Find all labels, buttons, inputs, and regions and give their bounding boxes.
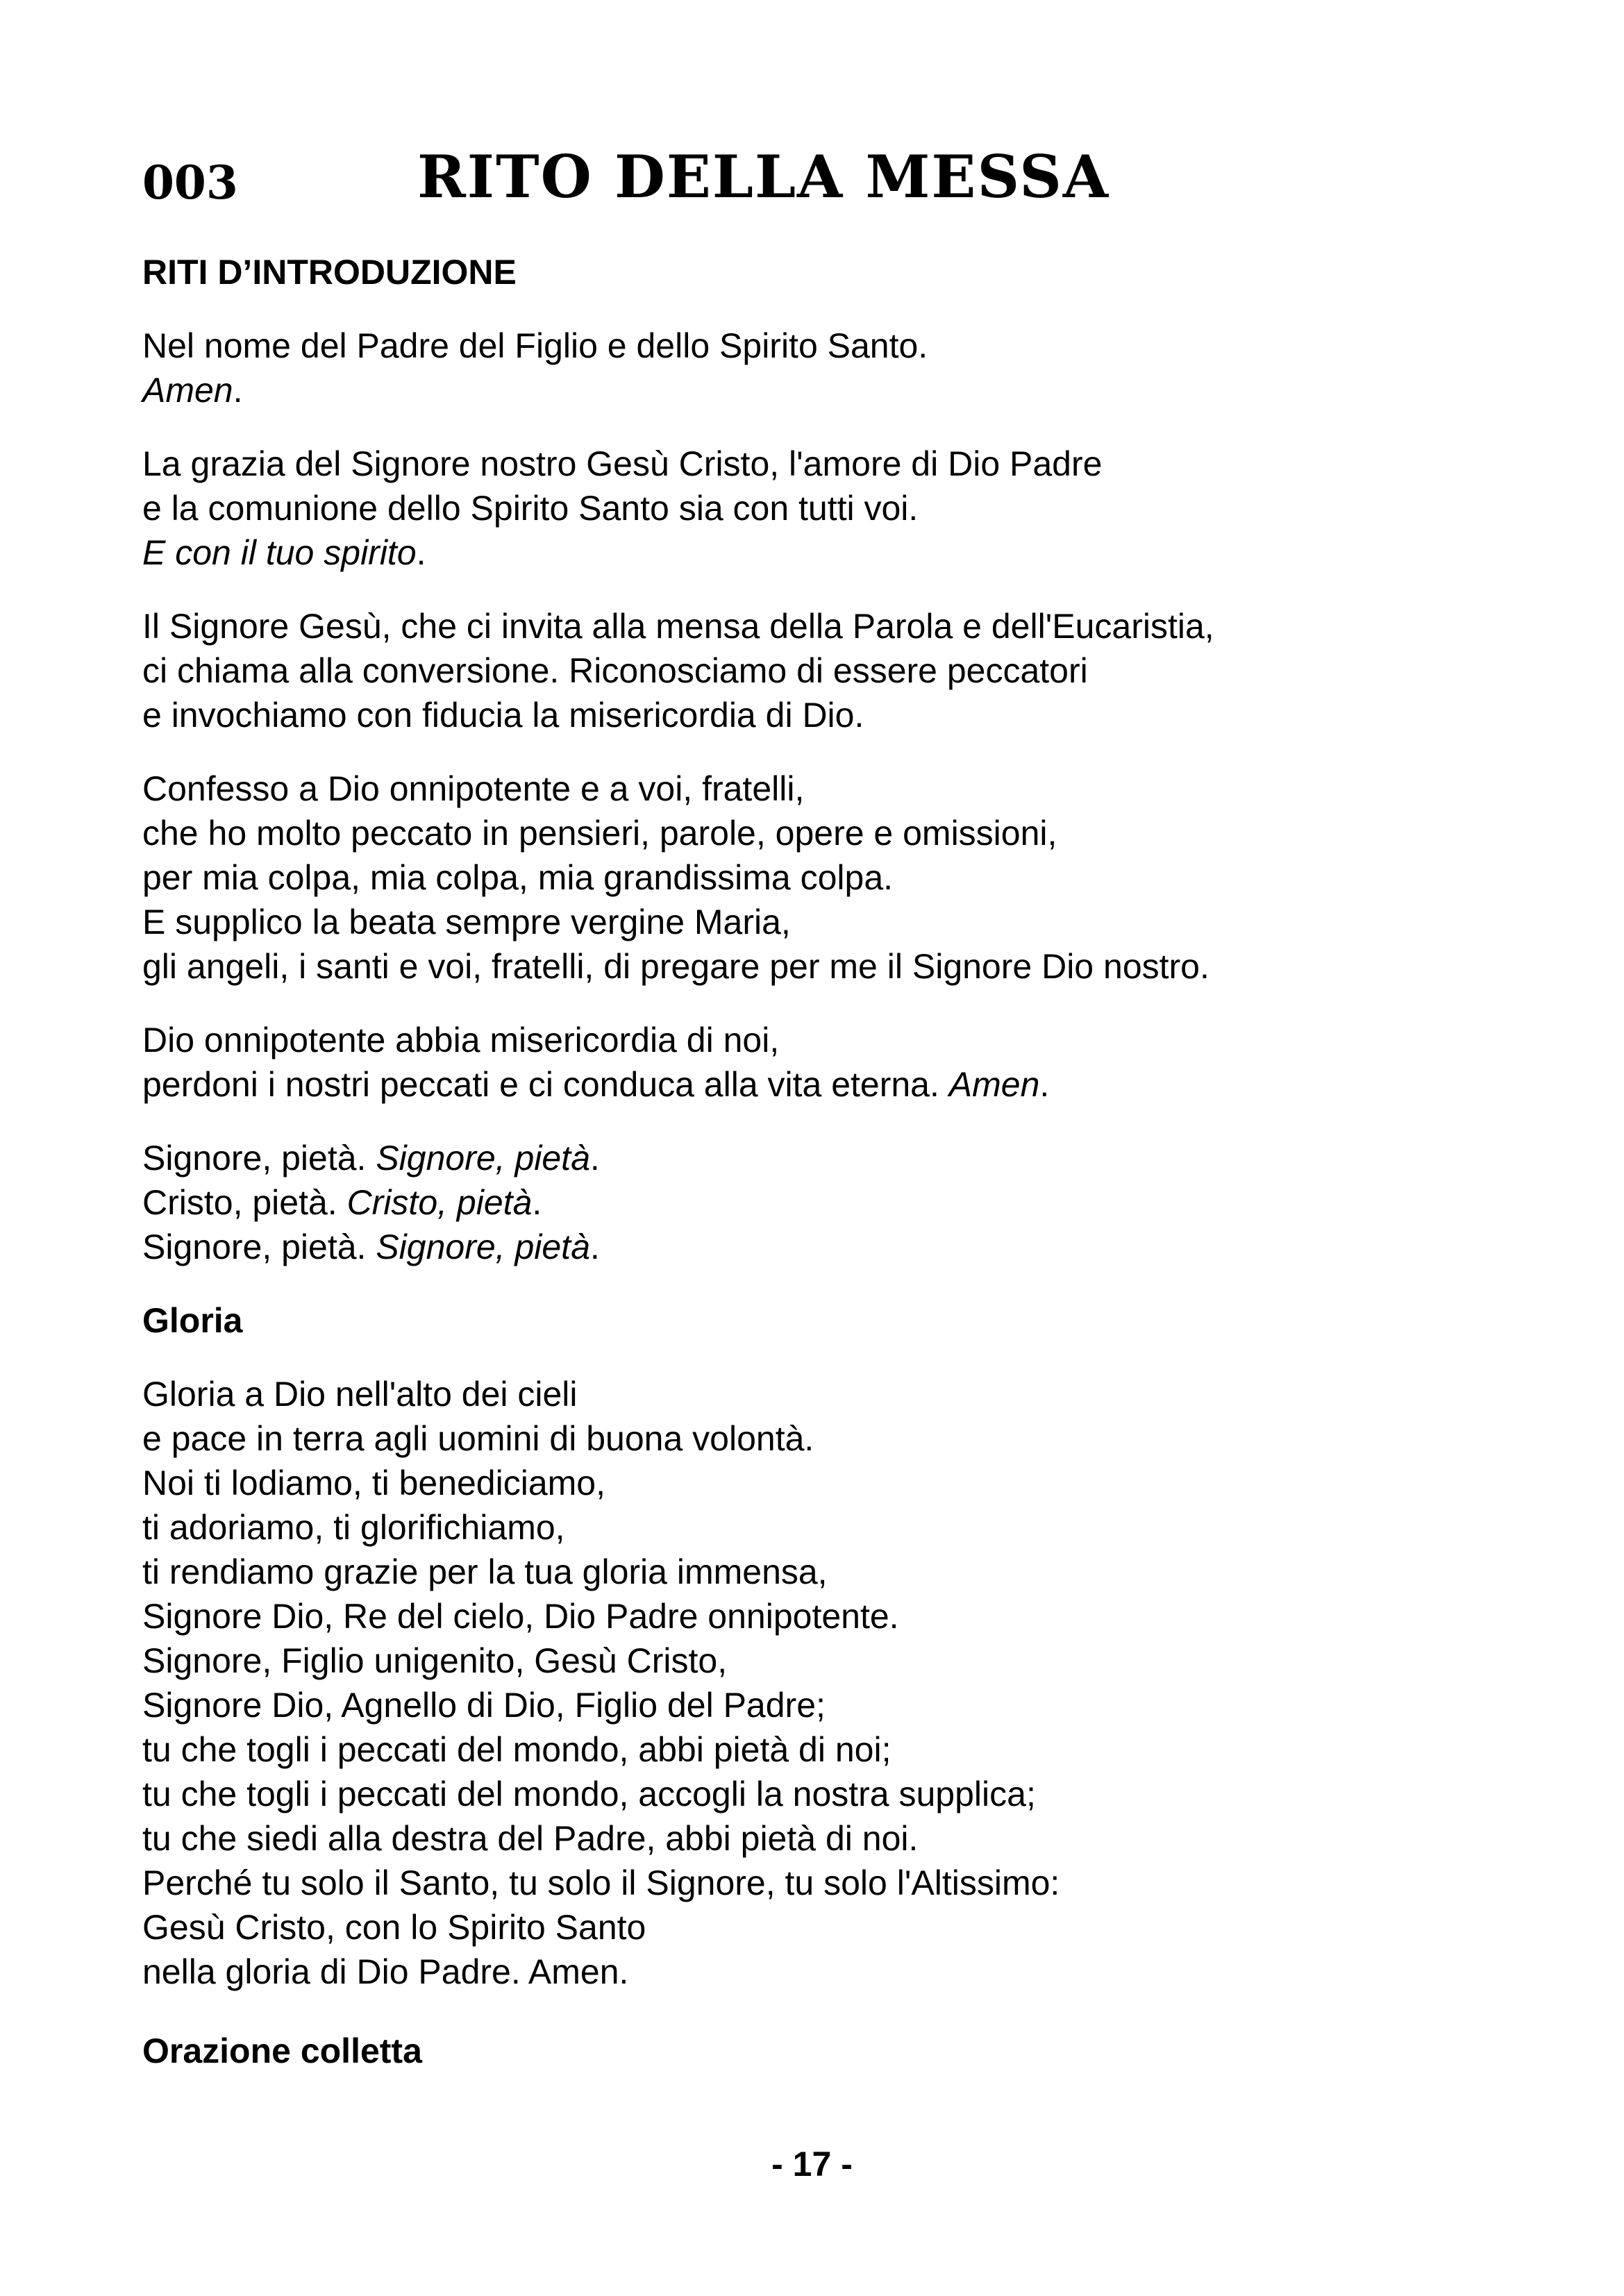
text-segment: perdoni i nostri peccati e ci conduca alla vita eterna. [142,1065,949,1104]
text-line: Confesso a Dio onnipotente e a voi, fratelli, [142,769,805,808]
section-heading-collect: Orazione colletta [142,2031,422,2070]
gloria-line: Perché tu solo il Santo, tu solo il Signore, tu solo l'Altissimo: [142,1863,1060,1902]
text-line: E supplico la beata sempre vergine Maria, [142,903,791,941]
gloria-line: nella gloria di Dio Padre. Amen. [142,1952,629,1991]
gloria-line: Signore Dio, Agnello di Dio, Figlio del Padre; [142,1686,826,1725]
call-text: Signore, pietà. [142,1139,376,1178]
punctuation: . [532,1183,542,1222]
gloria-line: Signore, Figlio unigenito, Gesù Cristo, [142,1641,728,1680]
punctuation: . [233,371,243,410]
main-content [142,250,1517,2102]
gloria-paragraph [142,1372,1517,1994]
section-heading-gloria: Gloria [142,1301,243,1340]
text-line: gli angeli, i santi e voi, fratelli, di pregare per me il Signore Dio nostro. [142,947,1209,986]
text-line: per mia colpa, mia colpa, mia grandissima colpa. [142,858,894,897]
greeting-paragraph [142,442,1517,575]
gloria-line: ti adoriamo, ti glorifichiamo, [142,1508,565,1547]
hymn-number: 003 [142,156,238,210]
response-text: Amen [142,371,233,410]
response-text: Amen [948,1065,1040,1104]
gloria-line: tu che siedi alla destra del Padre, abbi pietà di noi. [142,1819,919,1858]
invitation-paragraph [142,604,1517,737]
text-line: e invochiamo con fiducia la misericordia di Dio. [142,696,864,735]
punctuation: . [1039,1065,1050,1104]
response-text: Signore, pietà [376,1139,590,1178]
sign-of-cross-paragraph [142,324,1517,412]
text-line-with-response [142,1062,1517,1107]
page-title: RITO DELLA MESSA [417,142,1110,211]
gloria-line: Signore Dio, Re del cielo, Dio Padre onnipotente. [142,1597,899,1636]
gloria-line: tu che togli i peccati del mondo, abbi pietà di noi; [142,1730,891,1769]
text-line: e la comunione dello Spirito Santo sia con tutti voi. [142,489,919,528]
kyrie-line [142,1180,1517,1225]
response-text: E con il tuo spirito [142,533,417,572]
text-line: che ho molto peccato in pensieri, parole, opere e omissioni, [142,814,1057,853]
call-text: Cristo, pietà. [142,1183,347,1222]
response-line [142,530,1517,575]
response-line [142,368,1517,412]
gloria-line: Gloria a Dio nell'alto dei cieli [142,1375,578,1414]
response-text: Signore, pietà [376,1227,590,1266]
gloria-line: e pace in terra agli uomini di buona volontà. [142,1419,814,1458]
gloria-line: tu che togli i peccati del mondo, accogli la nostra supplica; [142,1775,1036,1813]
confiteor-paragraph [142,766,1517,989]
gloria-line: Noi ti lodiamo, ti benediciamo, [142,1464,605,1502]
text-line: Dio onnipotente abbia misericordia di noi, [142,1021,780,1059]
text-line: La grazia del Signore nostro Gesù Cristo, l'amore di Dio Padre [142,444,1103,483]
kyrie-line [142,1136,1517,1180]
page-number: - 17 - [771,2145,853,2184]
text-line: ci chiama alla conversione. Riconosciamo di essere peccatori [142,651,1088,690]
punctuation: . [589,1139,600,1178]
gloria-line: ti rendiamo grazie per la tua gloria immensa, [142,1552,828,1591]
response-text: Cristo, pietà [346,1183,533,1222]
page-header [142,142,1462,219]
call-text: Signore, pietà. [142,1227,376,1266]
kyrie-paragraph [142,1136,1517,1269]
text-line: Il Signore Gesù, che ci invita alla mensa della Parola e dell'Eucaristia, [142,607,1214,646]
absolution-paragraph [142,1018,1517,1107]
spacer [142,2023,1517,2029]
gloria-line: Gesù Cristo, con lo Spirito Santo [142,1908,646,1947]
text-line: Nel nome del Padre del Figlio e dello Spirito Santo. [142,326,928,365]
punctuation: . [416,533,426,572]
punctuation: . [589,1227,600,1266]
kyrie-line [142,1225,1517,1269]
section-heading-introductory-rites: RITI D’INTRODUZIONE [142,253,517,292]
